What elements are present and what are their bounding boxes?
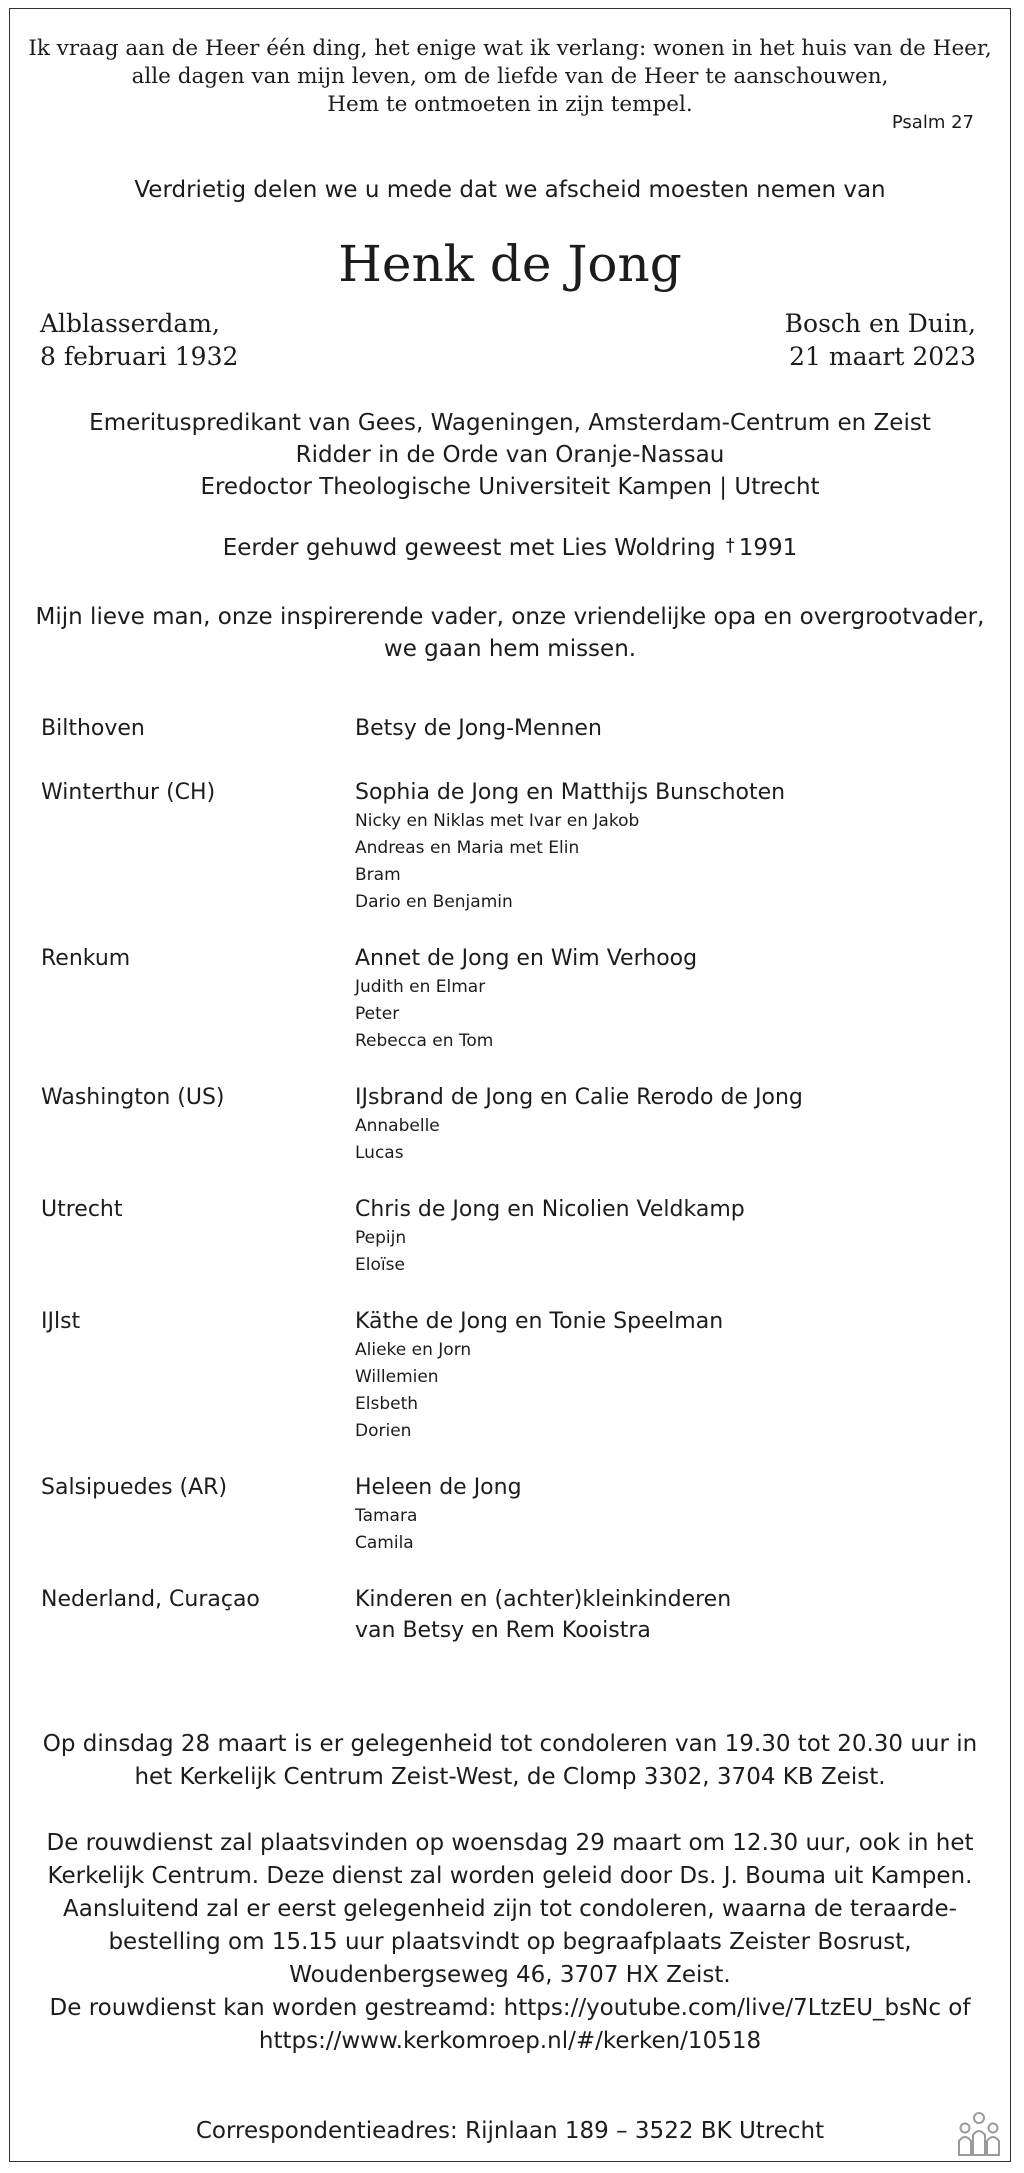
- quote-source: Psalm 27: [891, 112, 974, 133]
- condolence-line: het Kerkelijk Centrum Zeist-West, de Clomp 3302, 3704 KB Zeist.: [134, 1764, 886, 1790]
- family-entry: [41, 1082, 980, 1167]
- family-member: Chris de Jong en Nicolien Veldkamp: [355, 1197, 745, 1222]
- family-place: Utrecht: [41, 1197, 123, 1222]
- grandchild: Eloïse: [355, 1255, 405, 1275]
- quote-line: Ik vraag aan de Heer één ding, het enige wat ik verlang: wonen in het huis van de Heer,: [28, 36, 992, 61]
- correspondence-address: Correspondentieadres: Rijnlaan 189 – 3522 BK Utrecht: [195, 2118, 825, 2144]
- family-list: [41, 713, 980, 1673]
- family-names: [355, 943, 980, 1055]
- quote-line: Hem te ontmoeten in zijn tempel.: [327, 92, 693, 117]
- dagger-icon: †: [725, 535, 735, 556]
- family-names: [355, 1194, 980, 1279]
- grandchild: Dario en Benjamin: [355, 892, 513, 912]
- family-member: Heleen de Jong: [355, 1475, 522, 1500]
- service-line: Aansluitend zal er eerst gelegenheid zijn tot condoleren, waarna de teraarde-: [63, 1896, 957, 1922]
- family-names: [355, 1082, 980, 1167]
- psalm-quote: [10, 35, 1010, 119]
- grandchild: Elsbeth: [355, 1394, 419, 1414]
- stream-line: De rouwdienst kan worden gestreamd: https://youtube.com/live/7LtzEU_bsNc of: [49, 1995, 971, 2021]
- family-member: Käthe de Jong en Tonie Speelman: [355, 1309, 724, 1334]
- death-info: [785, 307, 976, 373]
- family-entry: [41, 713, 980, 744]
- tribute-text: [10, 601, 1010, 665]
- family-names: [355, 1472, 980, 1557]
- family-place: Winterthur (CH): [41, 780, 216, 805]
- grandchild: Rebecca en Tom: [355, 1031, 494, 1051]
- tribute-line: Mijn lieve man, onze inspirerende vader, onze vriendelijke opa en overgrootvader,: [35, 604, 985, 630]
- service-line: bestelling om 15.15 uur plaatsvindt op begraafplaats Zeister Bosrust,: [108, 1929, 912, 1955]
- family-place: Bilthoven: [41, 716, 145, 741]
- grandchild: Judith en Elmar: [355, 977, 486, 997]
- intro-text: Verdrietig delen we u mede dat we afscheid moesten nemen van: [134, 177, 886, 203]
- family-names: [355, 713, 980, 744]
- family-entry: [41, 1584, 980, 1646]
- grandchild: Lucas: [355, 1143, 404, 1163]
- grandchild: Annabelle: [355, 1116, 440, 1136]
- grandchild: Peter: [355, 1004, 400, 1024]
- death-place: Bosch en Duin,: [784, 309, 976, 338]
- family-entry: [41, 1306, 980, 1445]
- condolence-info: [10, 1728, 1010, 1794]
- obituary-card: [9, 8, 1011, 2162]
- deceased-name: Henk de Jong: [338, 235, 682, 293]
- family-entry: [41, 1472, 980, 1557]
- marriage-year: 1991: [738, 535, 798, 561]
- family-member: van Betsy en Rem Kooistra: [355, 1618, 651, 1643]
- previous-marriage: [10, 535, 1010, 561]
- grandchild: Bram: [355, 865, 401, 885]
- family-entry: [41, 1194, 980, 1279]
- family-place: Salsipuedes (AR): [41, 1475, 228, 1500]
- family-names: [355, 1306, 980, 1445]
- service-line: Woudenbergseweg 46, 3707 HX Zeist.: [289, 1962, 731, 1988]
- honour-line: Eredoctor Theologische Universiteit Kampen | Utrecht: [200, 474, 820, 500]
- family-names: [355, 1584, 980, 1646]
- family-place: Nederland, Curaçao: [41, 1587, 260, 1612]
- honour-line: Ridder in de Orde van Oranje-Nassau: [295, 442, 725, 468]
- marriage-text: Eerder gehuwd geweest met Lies Woldring: [222, 535, 716, 561]
- family-names: [355, 777, 980, 916]
- death-date: 21 maart 2023: [789, 342, 976, 371]
- grandchild: Camila: [355, 1533, 414, 1553]
- family-place: Washington (US): [41, 1085, 225, 1110]
- condolence-line: Op dinsdag 28 maart is er gelegenheid tot condoleren van 19.30 tot 20.30 uur in: [42, 1731, 978, 1757]
- family-entry: [41, 943, 980, 1055]
- honours: [10, 407, 1010, 503]
- grandchild: Dorien: [355, 1421, 412, 1441]
- birth-date: 8 februari 1932: [40, 342, 239, 371]
- stream-link[interactable]: https://www.kerkomroep.nl/#/kerken/10518: [258, 2028, 762, 2054]
- family-member: Sophia de Jong en Matthijs Bunschoten: [355, 780, 786, 805]
- grandchild: Nicky en Niklas met Ivar en Jakob: [355, 811, 640, 831]
- family-member: Annet de Jong en Wim Verhoog: [355, 946, 698, 971]
- quote-line: alle dagen van mijn leven, om de liefde van de Heer te aanschouwen,: [131, 64, 889, 89]
- grandchild: Tamara: [355, 1506, 418, 1526]
- stream-info: [10, 1992, 1010, 2058]
- family-entry: [41, 777, 980, 916]
- family-place: Renkum: [41, 946, 131, 971]
- family-place: IJlst: [41, 1309, 81, 1334]
- grandchild: Andreas en Maria met Elin: [355, 838, 580, 858]
- grandchild: Alieke en Jorn: [355, 1340, 472, 1360]
- tribute-line: we gaan hem missen.: [383, 636, 637, 662]
- family-member: Kinderen en (achter)kleinkinderen: [355, 1587, 732, 1612]
- family-member: Betsy de Jong-Mennen: [355, 716, 602, 741]
- honour-line: Emerituspredikant van Gees, Wageningen, Amsterdam-Centrum en Zeist: [89, 410, 931, 436]
- service-line: De rouwdienst zal plaatsvinden op woensdag 29 maart om 12.30 uur, ook in het: [46, 1830, 974, 1856]
- family-member: IJsbrand de Jong en Calie Rerodo de Jong: [355, 1085, 803, 1110]
- service-info: [10, 1827, 1010, 1992]
- family-group-icon: [952, 2109, 1006, 2159]
- birth-place: Alblasserdam,: [40, 309, 220, 338]
- birth-info: [40, 307, 238, 373]
- grandchild: Pepijn: [355, 1228, 407, 1248]
- service-line: Kerkelijk Centrum. Deze dienst zal worden geleid door Ds. J. Bouma uit Kampen.: [47, 1863, 973, 1889]
- grandchild: Willemien: [355, 1367, 439, 1387]
